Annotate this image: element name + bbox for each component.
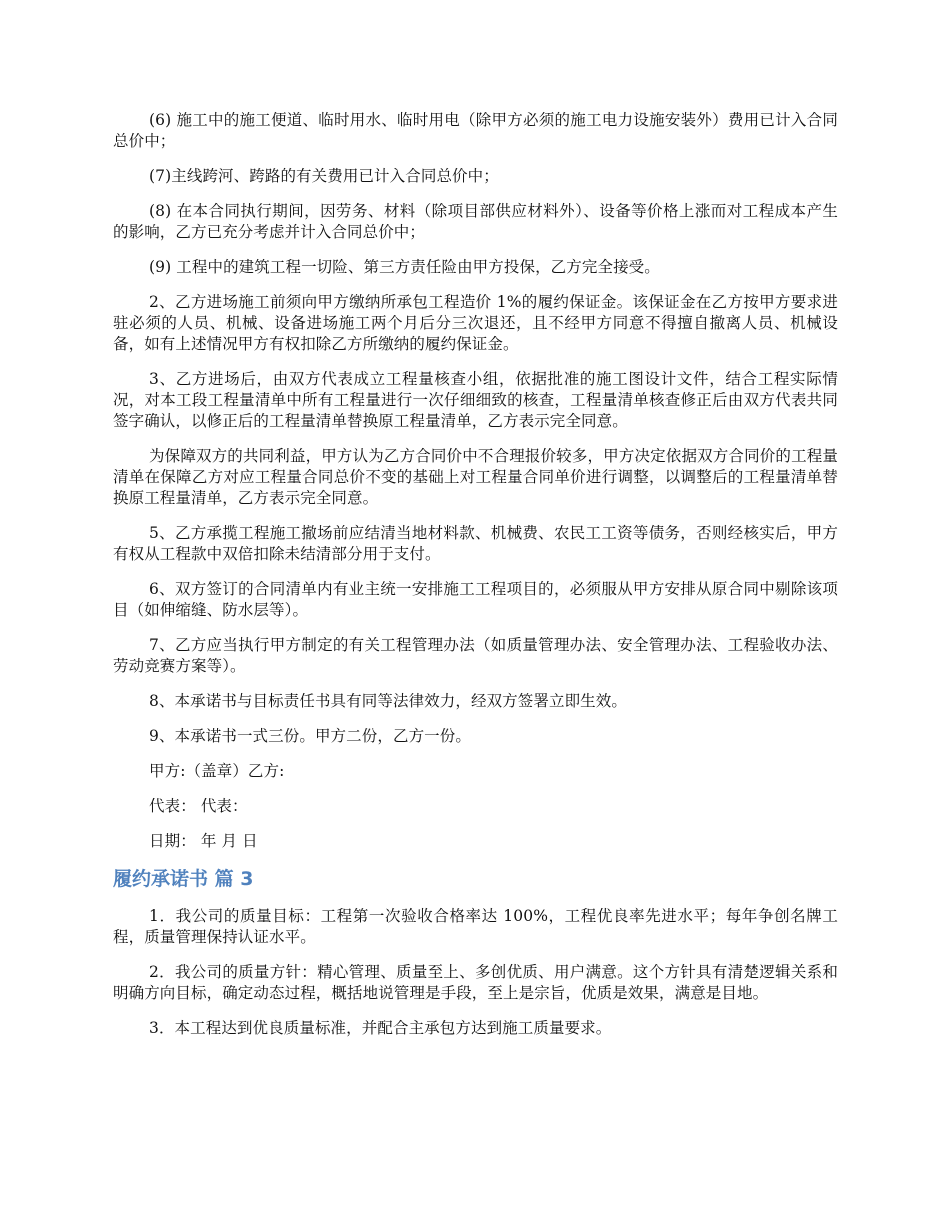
- common-interest-paragraph: 为保障双方的共同利益，甲方认为乙方合同价中不合理报价较多，甲方决定依据双方合同价的工程量清单在保障乙方对应工程量合同总价不变的基础上对工程量合同单价进行调整，以调整后的工程量清单替换原工程量清单，乙方表示完全同意。: [113, 447, 838, 507]
- quality-target: 1．我公司的质量目标：工程第一次验收合格率达 100%，工程优良率先进水平；每年争创名牌工程，质量管理保持认证水平。: [113, 907, 838, 946]
- item-2-performance-bond: 2、乙方进场施工前须向甲方缴纳所承包工程造价 1%的履约保证金。该保证金在乙方按甲方要求进驻必须的人员、机械、设备进场施工两个月后分三次退还，且不经甲方同意不得擅自撤离人员、机械设备，如有上述情况甲方有权扣除乙方所缴纳的履约保证金。: [113, 293, 838, 353]
- clause-8: (8) 在本合同执行期间，因劳务、材料（除项目部供应材料外）、设备等价格上涨而对工程成本产生的影响，乙方已充分考虑并计入合同总价中；: [113, 202, 838, 241]
- item-9-copies: 9、本承诺书一式三份。甲方二份，乙方一份。: [149, 727, 471, 745]
- signature-party-line: 甲方:（盖章）乙方:: [149, 762, 285, 780]
- clause-9: (9) 工程中的建筑工程一切险、第三方责任险由甲方投保，乙方完全接受。: [149, 258, 660, 276]
- quality-policy: 2．我公司的质量方针：精心管理、质量至上、多创优质、用户满意。这个方针具有清楚逻辑关系和明确方向目标，确定动态过程，概括地说管理是手段，至上是宗旨，优质是效果，满意是目地。: [113, 963, 838, 1002]
- item-6-contract-list: 6、双方签订的合同清单内有业主统一安排施工工程项目的，必须服从甲方安排从原合同中剔除该项目（如伸缩缝、防水层等）。: [113, 580, 838, 619]
- item-7-management-rules: 7、乙方应当执行甲方制定的有关工程管理办法（如质量管理办法、安全管理办法、工程验收办法、劳动竞赛方案等）。: [113, 636, 838, 675]
- clause-6: (6) 施工中的施工便道、临时用水、临时用电（除甲方必须的施工电力设施安装外）费用已计入合同总价中；: [113, 111, 838, 150]
- document-page: [113, 110, 838, 1053]
- item-5-settlement: 5、乙方承揽工程施工撤场前应结清当地材料款、机械费、农民工工资等债务，否则经核实后，甲方有权从工程款中双倍扣除未结清部分用于支付。: [113, 524, 838, 563]
- clause-7: (7)主线跨河、跨路的有关费用已计入合同总价中；: [149, 167, 499, 185]
- section-heading: 履约承诺书 篇 3: [113, 868, 254, 890]
- item-3-quantity-check: 3、乙方进场后，由双方代表成立工程量核查小组，依据批准的施工图设计文件，结合工程实际情况，对本工段工程量清单中所有工程量进行一次仔细细致的核查，工程量清单核查修正后由双方代表共同签字确认，以修正后的工程量清单替换原工程量清单，乙方表示完全同意。: [113, 370, 838, 430]
- signature-date-line: 日期： 年 月 日: [149, 832, 258, 850]
- signature-representative-line: 代表： 代表：: [149, 797, 248, 815]
- quality-standard: 3．本工程达到优良质量标准，并配合主承包方达到施工质量要求。: [149, 1019, 612, 1037]
- item-8-legal-effect: 8、本承诺书与目标责任书具有同等法律效力，经双方签署立即生效。: [149, 692, 627, 710]
